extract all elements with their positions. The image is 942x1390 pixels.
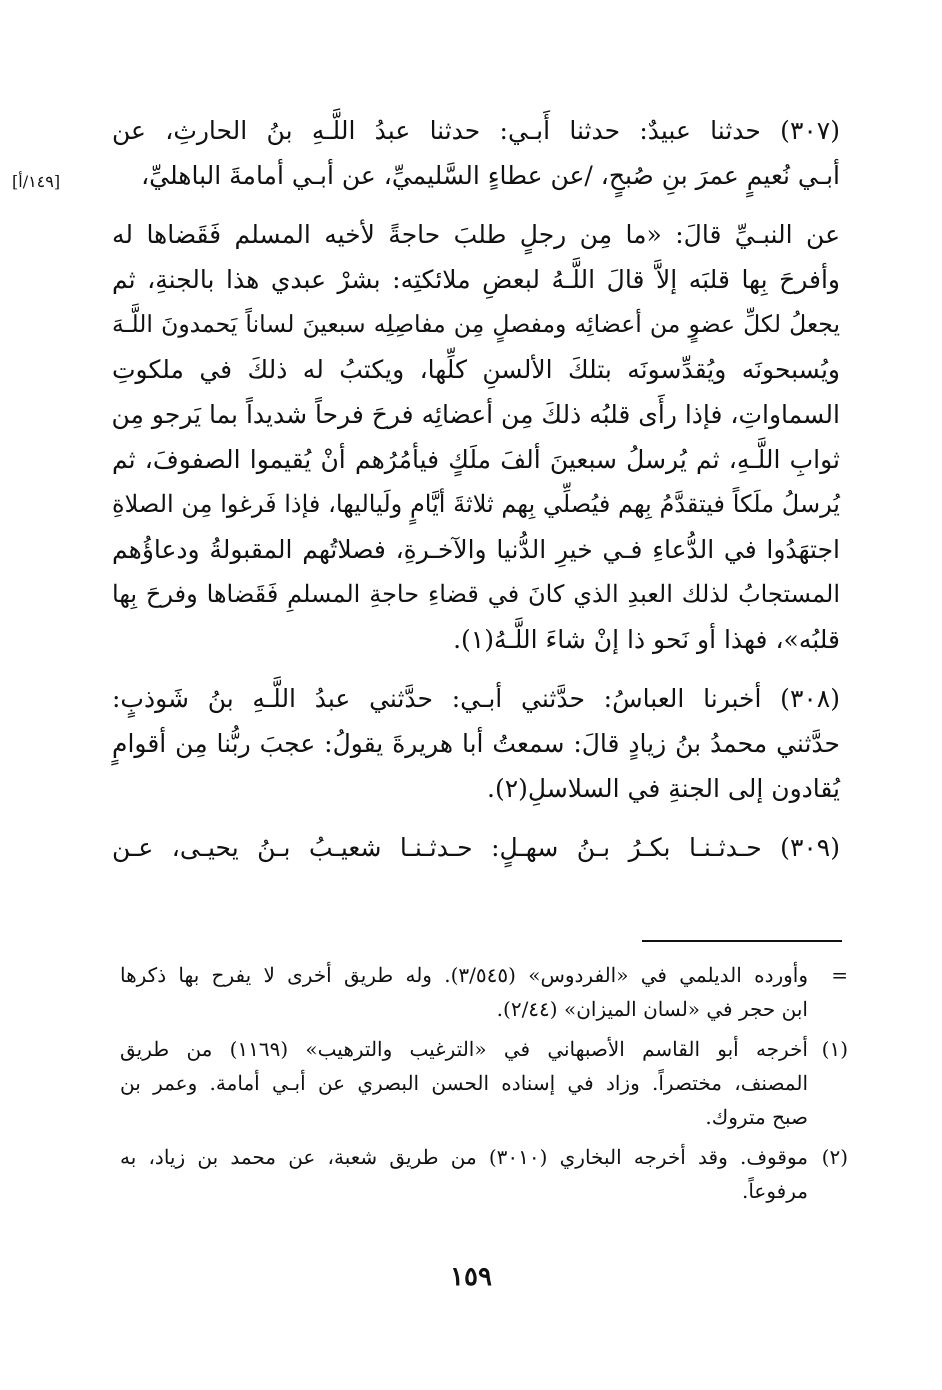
footnote-line: صبح متروك. <box>705 1105 808 1129</box>
footnote-line: مرفوعاً. <box>741 1179 808 1203</box>
text-line: (٣٠٩) حـدثـنـا بكـرُ بـنُ سهـلٍ: حـدثـنـا شعيـبُ بـنُ يحيـى، عـن <box>112 833 840 862</box>
footnote-line: موقوف. وقد أخرجه البخاري (٣٠١٠) من طريق شعبة، عن محمد بن زياد، به <box>120 1145 808 1169</box>
footnote-separator <box>642 940 842 942</box>
text-line: قلبُه»، فهذا أو نَحو ذا إنْ شاءَ اللَّـهُ(١). <box>453 625 840 654</box>
text-line: (٣٠٧) حدثنا عبيدٌ: حدثنا أَبـي: حدثنا عبدُ اللَّـهِ بنُ الحارثِ، عن <box>112 116 840 145</box>
text-line: يُرسلُ ملَكاً فيتقدَّمُ بِهم فيُصلِّي بِهم ثلاثةَ أيَّامٍ ولَياليها، فإذا فَرغوا مِن الصلاةِ <box>112 490 840 518</box>
text-line: حدَّثني محمدُ بنُ زيادٍ قالَ: سمعتُ أبا هريرةَ يقولُ: عجبَ ربُّنا مِن أقوامٍ <box>112 729 840 758</box>
footnote-line: ابن حجر في «لسان الميزان» (٢/٤٤). <box>496 997 808 1021</box>
footnote-2 <box>120 1140 848 1208</box>
footnote-body <box>120 1032 808 1134</box>
text-line: يجعلُ لكلِّ عضوٍ من أعضائِه ومفصلٍ مِن مفاصِلِه سبعينَ لساناً يَحمدونَ اللَّـهَ <box>112 310 840 338</box>
text-line: ثوابِ اللَّـهِ، ثم يُرسلُ سبعينَ ألفَ ملَكٍ فيأمُرُهم أنْ يُقيموا الصفوفَ، ثم <box>112 445 840 474</box>
main-text <box>112 108 840 884</box>
footnote-body <box>120 958 808 1026</box>
text-line: عن النبـيِّ قالَ: «ما مِن رجلٍ طلبَ حاجةً لأخيه المسلم فَقَضاها له <box>112 220 840 249</box>
footnote-line: المصنف، مختصراً. وزاد في إسناده الحسن البصري عن أبـي أمامة. وعمر بن <box>120 1071 808 1095</box>
footnote-marker: (١) <box>821 1037 848 1061</box>
hadith-308 <box>112 676 840 811</box>
footnote-marker: = <box>831 963 848 987</box>
footnotes <box>120 958 848 1214</box>
text-line: وأفرحَ بِها قلبَه إلاَّ قالَ اللَّـهُ لبعضِ ملائكتِه: بشرْ عبدي هذا بالجنةِ، ثم <box>112 265 840 294</box>
hadith-307 <box>112 108 840 198</box>
hadith-309 <box>112 825 840 870</box>
footnote-line: وأورده الديلمي في «الفردوس» (٣/٥٤٥). وله طريق أخرى لا يفرح بها ذكرها <box>120 963 809 987</box>
text-line: السماواتِ، فإذا رأَى قلبُه ذلكَ مِن أعضائِه فرحَ فرحاً شديداً بما يَرجو مِن <box>111 400 840 429</box>
footnote-1 <box>120 1032 848 1134</box>
folio-margin-note: [١٤٩/أ] <box>12 172 61 191</box>
footnote-body <box>120 1140 808 1208</box>
text-line: ويُسبحونَه ويُقدِّسونَه بتلكَ الألسنِ كلِّها، ويكتبُ له ذلكَ في ملكوتِ <box>112 355 840 384</box>
footnote-line: أخرجه أبو القاسم الأصبهاني في «الترغيب والترهيب» (١١٦٩) من طريق <box>120 1037 808 1061</box>
footnote-marker: (٢) <box>821 1145 848 1169</box>
text-line: أبـي نُعيمٍ عمرَ بنِ صُبحٍ، /عن عطاءٍ السَّليميِّ، عن أبـي أمامةَ الباهليِّ، <box>141 161 840 190</box>
text-line: (٣٠٨) أخبرنا العباسُ: حدَّثني أبـي: حدَّثني عبدُ اللَّـهِ بنُ شَوذبٍ: <box>112 684 840 713</box>
page-number: ١٥٩ <box>450 1262 492 1292</box>
text-line: المستجابُ لذلك العبدِ الذي كانَ في قضاءِ حاجةِ المسلمِ فَقَضاها وفرحَ بِها <box>112 580 840 608</box>
hadith-307-matn <box>112 212 840 662</box>
text-line: اجتهَدُوا في الدُّعاءِ فـي خيرِ الدُّنيا والآخـرةِ، فصلاتُهم المقبولةُ ودعاؤُهم <box>112 535 840 564</box>
text-line: يُقادون إلى الجنةِ في السلاسلِ(٢). <box>487 774 840 803</box>
footnote-continued <box>120 958 848 1026</box>
